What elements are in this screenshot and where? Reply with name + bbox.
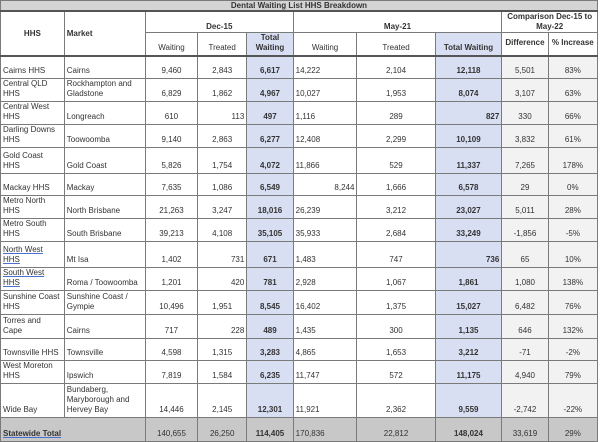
row-dec-total: 8,545 [247, 290, 293, 314]
row-difference: 29 [502, 173, 548, 195]
row-may-waiting: 16,402 [293, 290, 357, 314]
row-dec-treated: 113 [198, 101, 247, 124]
table-row [1, 78, 598, 101]
table-row [1, 173, 598, 195]
row-pct: -5% [548, 218, 597, 241]
row-market: Cairns [64, 314, 145, 338]
table-row [1, 338, 598, 360]
row-dec-total: 781 [247, 267, 293, 290]
row-difference: 330 [502, 101, 548, 124]
row-dec-total: 35,105 [247, 218, 293, 241]
row-dec-total: 489 [247, 314, 293, 338]
row-pct: 0% [548, 173, 597, 195]
row-hhs: Cairns HHS [1, 56, 65, 78]
row-difference: 7,265 [502, 147, 548, 173]
row-pct: -22% [548, 383, 597, 417]
row-dec-total: 12,301 [247, 383, 293, 417]
row-hhs: North West HHS [1, 241, 65, 267]
row-may-treated: 1,375 [357, 290, 435, 314]
row-dec-waiting: 9,460 [145, 56, 197, 78]
row-hhs: Central West HHS [1, 101, 65, 124]
row-may-total: 11,337 [435, 147, 502, 173]
row-dec-treated: 1,951 [198, 290, 247, 314]
row-may-treated: 1,666 [357, 173, 435, 195]
row-pct: 61% [548, 124, 597, 147]
row-may-total: 827 [435, 101, 502, 124]
row-may-waiting: 8,244 [293, 173, 357, 195]
row-hhs: Mackay HHS [1, 173, 65, 195]
row-may-waiting: 35,933 [293, 218, 357, 241]
row-may-treated: 2,104 [357, 56, 435, 78]
row-hhs: Torres and Cape [1, 314, 65, 338]
row-may-treated: 300 [357, 314, 435, 338]
row-dec-treated: 3,247 [198, 195, 247, 218]
row-may-total: 12,118 [435, 56, 502, 78]
row-dec-waiting: 10,496 [145, 290, 197, 314]
table-row [1, 383, 598, 417]
total-dec-treated: 26,250 [198, 417, 247, 441]
row-may-total: 3,212 [435, 338, 502, 360]
row-dec-treated: 1,086 [198, 173, 247, 195]
row-may-total: 8,074 [435, 78, 502, 101]
row-dec-treated: 4,108 [198, 218, 247, 241]
table-row [1, 218, 598, 241]
row-market: North Brisbane [64, 195, 145, 218]
row-market: Sunshine Coast / Gympie [64, 290, 145, 314]
row-market: Bundaberg, Maryborough and Hervey Bay [64, 383, 145, 417]
row-dec-waiting: 39,213 [145, 218, 197, 241]
table-row [1, 290, 598, 314]
row-pct: -2% [548, 338, 597, 360]
row-may-total: 15,027 [435, 290, 502, 314]
total-dec-total: 114,405 [247, 417, 293, 441]
row-may-treated: 2,684 [357, 218, 435, 241]
row-difference: 6,482 [502, 290, 548, 314]
row-pct: 76% [548, 290, 597, 314]
row-difference: -71 [502, 338, 548, 360]
row-pct: 79% [548, 360, 597, 383]
row-difference: -2,742 [502, 383, 548, 417]
row-may-total: 11,175 [435, 360, 502, 383]
row-may-treated: 572 [357, 360, 435, 383]
table-row [1, 314, 598, 338]
row-dec-waiting: 1,402 [145, 241, 197, 267]
total-may-total: 148,024 [435, 417, 502, 441]
row-may-waiting: 2,928 [293, 267, 357, 290]
row-dec-total: 6,617 [247, 56, 293, 78]
row-hhs: Darling Downs HHS [1, 124, 65, 147]
row-difference: -1,856 [502, 218, 548, 241]
row-dec-treated: 2,145 [198, 383, 247, 417]
row-dec-treated: 2,843 [198, 56, 247, 78]
row-dec-waiting: 9,140 [145, 124, 197, 147]
header-may21: May-21 [293, 11, 502, 33]
row-dec-treated: 1,315 [198, 338, 247, 360]
row-may-waiting: 4,865 [293, 338, 357, 360]
statewide-total-row [1, 417, 598, 441]
row-dec-waiting: 1,201 [145, 267, 197, 290]
table-row [1, 101, 598, 124]
row-may-treated: 747 [357, 241, 435, 267]
row-may-waiting: 12,408 [293, 124, 357, 147]
row-may-waiting: 11,866 [293, 147, 357, 173]
row-hhs: Metro North HHS [1, 195, 65, 218]
row-dec-total: 6,235 [247, 360, 293, 383]
row-may-treated: 289 [357, 101, 435, 124]
row-difference: 1,080 [502, 267, 548, 290]
row-may-total: 1,135 [435, 314, 502, 338]
row-may-treated: 1,953 [357, 78, 435, 101]
row-dec-waiting: 7,819 [145, 360, 197, 383]
row-hhs: Central QLD HHS [1, 78, 65, 101]
row-may-waiting: 14,222 [293, 56, 357, 78]
row-may-waiting: 1,435 [293, 314, 357, 338]
row-market: South Brisbane [64, 218, 145, 241]
row-dec-treated: 2,863 [198, 124, 247, 147]
row-dec-treated: 1,584 [198, 360, 247, 383]
row-market: Cairns [64, 56, 145, 78]
row-pct: 10% [548, 241, 597, 267]
row-dec-total: 497 [247, 101, 293, 124]
header-difference: Difference [502, 33, 548, 57]
header-market: Market [64, 11, 145, 56]
row-may-waiting: 10,027 [293, 78, 357, 101]
total-dec-waiting: 140,655 [145, 417, 197, 441]
row-pct: 178% [548, 147, 597, 173]
header-comparison: Comparison Dec-15 to May-22 [502, 11, 598, 33]
row-dec-waiting: 5,826 [145, 147, 197, 173]
table-title: Dental Waiting List HHS Breakdown [1, 1, 598, 12]
row-dec-treated: 1,862 [198, 78, 247, 101]
row-may-waiting: 11,921 [293, 383, 357, 417]
total-pct: 29% [548, 417, 597, 441]
row-may-treated: 529 [357, 147, 435, 173]
row-hhs: Metro South HHS [1, 218, 65, 241]
row-hhs: Townsville HHS [1, 338, 65, 360]
row-may-total: 1,861 [435, 267, 502, 290]
row-dec-treated: 1,754 [198, 147, 247, 173]
row-hhs: West Moreton HHS [1, 360, 65, 383]
row-dec-treated: 228 [198, 314, 247, 338]
header-may-total: Total Waiting [435, 33, 502, 57]
row-dec-waiting: 14,446 [145, 383, 197, 417]
row-market: Roma / Toowoomba [64, 267, 145, 290]
row-dec-waiting: 610 [145, 101, 197, 124]
row-difference: 646 [502, 314, 548, 338]
row-hhs: Gold Coast HHS [1, 147, 65, 173]
row-market: Townsville [64, 338, 145, 360]
row-hhs: Wide Bay [1, 383, 65, 417]
row-may-total: 33,249 [435, 218, 502, 241]
header-dec15: Dec-15 [145, 11, 293, 33]
row-market: Ipswich [64, 360, 145, 383]
row-market: Longreach [64, 101, 145, 124]
row-difference: 3,832 [502, 124, 548, 147]
row-may-total: 736 [435, 241, 502, 267]
row-hhs: South West HHS [1, 267, 65, 290]
row-dec-total: 671 [247, 241, 293, 267]
row-may-total: 10,109 [435, 124, 502, 147]
row-dec-total: 6,277 [247, 124, 293, 147]
row-dec-total: 4,072 [247, 147, 293, 173]
row-pct: 83% [548, 56, 597, 78]
total-label: Statewide Total [1, 417, 146, 441]
header-pct-increase: % Increase [548, 33, 597, 57]
row-may-treated: 1,067 [357, 267, 435, 290]
table-row [1, 124, 598, 147]
row-may-waiting: 1,483 [293, 241, 357, 267]
row-may-total: 6,578 [435, 173, 502, 195]
table-row [1, 147, 598, 173]
total-may-waiting: 170,836 [293, 417, 357, 441]
header-dec-treated: Treated [198, 33, 247, 57]
table-row [1, 267, 598, 290]
row-pct: 66% [548, 101, 597, 124]
row-dec-treated: 731 [198, 241, 247, 267]
row-dec-waiting: 717 [145, 314, 197, 338]
row-dec-waiting: 21,263 [145, 195, 197, 218]
row-dec-waiting: 7,635 [145, 173, 197, 195]
row-difference: 5,501 [502, 56, 548, 78]
row-may-total: 23,027 [435, 195, 502, 218]
header-hhs: HHS [1, 11, 65, 56]
header-may-treated: Treated [357, 33, 435, 57]
row-may-waiting: 26,239 [293, 195, 357, 218]
header-may-waiting: Waiting [293, 33, 357, 57]
row-may-waiting: 11,747 [293, 360, 357, 383]
row-difference: 3,107 [502, 78, 548, 101]
table-row [1, 360, 598, 383]
header-dec-total: Total Waiting [247, 33, 293, 57]
row-difference: 65 [502, 241, 548, 267]
row-dec-total: 4,967 [247, 78, 293, 101]
row-may-treated: 2,362 [357, 383, 435, 417]
row-dec-total: 3,283 [247, 338, 293, 360]
row-pct: 132% [548, 314, 597, 338]
total-may-treated: 22,812 [357, 417, 435, 441]
row-dec-waiting: 4,598 [145, 338, 197, 360]
table-row [1, 56, 598, 78]
row-may-treated: 1,653 [357, 338, 435, 360]
row-pct: 28% [548, 195, 597, 218]
row-dec-waiting: 6,829 [145, 78, 197, 101]
row-pct: 63% [548, 78, 597, 101]
row-market: Toowoomba [64, 124, 145, 147]
total-difference: 33,619 [502, 417, 548, 441]
row-dec-total: 18,016 [247, 195, 293, 218]
row-difference: 5,011 [502, 195, 548, 218]
table-row [1, 241, 598, 267]
row-market: Mackay [64, 173, 145, 195]
table-row [1, 195, 598, 218]
row-may-treated: 3,212 [357, 195, 435, 218]
row-market: Gold Coast [64, 147, 145, 173]
row-hhs: Sunshine Coast HHS [1, 290, 65, 314]
row-dec-total: 6,549 [247, 173, 293, 195]
row-dec-treated: 420 [198, 267, 247, 290]
header-dec-waiting: Waiting [145, 33, 197, 57]
row-pct: 138% [548, 267, 597, 290]
row-market: Rockhampton and Gladstone [64, 78, 145, 101]
row-may-total: 9,559 [435, 383, 502, 417]
row-may-waiting: 1,116 [293, 101, 357, 124]
row-difference: 4,940 [502, 360, 548, 383]
row-market: Mt Isa [64, 241, 145, 267]
row-may-treated: 2,299 [357, 124, 435, 147]
